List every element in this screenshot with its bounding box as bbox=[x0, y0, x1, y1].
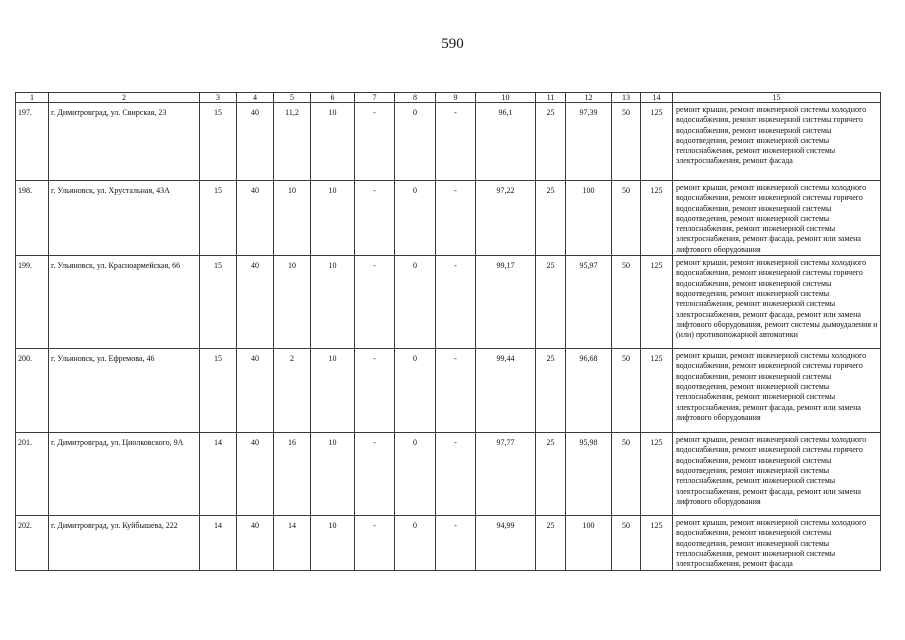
repair-works-cell: ремонт крыши, ремонт инженерной системы холодного водоснабжения, ремонт инженерной системы горячего водоснабжения, ремонт инженерной системы водоотведения, ремонт инженерной системы теплоснабжения, ремонт инженерной системы электроснабжения, ремонт фасада, ремонт или замена лифтового оборудования bbox=[673, 349, 881, 433]
table-row bbox=[16, 433, 881, 516]
column-header-5: 5 bbox=[274, 93, 311, 103]
repair-works-cell: ремонт крыши, ремонт инженерной системы холодного водоснабжения, ремонт инженерной системы горячего водоснабжения, ремонт инженерной системы водоотведения, ремонт инженерной системы теплоснабжения, ремонт инженерной системы электроснабжения, ремонт фасада, ремонт или замена лифтового оборудования, ремонт системы дымоудаления и (или) противопожарной автоматики bbox=[673, 256, 881, 349]
value-cell-col-8: 0 bbox=[395, 349, 436, 433]
repair-works-cell: ремонт крыши, ремонт инженерной системы холодного водоснабжения, ремонт инженерной системы горячего водоснабжения, ремонт инженерной системы водоотведения, ремонт инженерной системы теплоснабжения, ремонт инженерной системы электроснабжения, ремонт фасада, ремонт или замена лифтового оборудования bbox=[673, 181, 881, 256]
value-cell-col-7: - bbox=[355, 349, 395, 433]
value-cell-col-9: - bbox=[436, 181, 476, 256]
value-cell-col-3: 15 bbox=[200, 103, 237, 181]
value-cell-col-6: 10 bbox=[311, 433, 355, 516]
address-cell: г. Ульяновск, ул. Хрустальная, 43А bbox=[49, 181, 200, 256]
value-cell-col-10: 94,99 bbox=[476, 516, 536, 570]
value-cell-col-8: 0 bbox=[395, 181, 436, 256]
value-cell-col-7: - bbox=[355, 256, 395, 349]
value-cell-col-14: 125 bbox=[641, 516, 673, 570]
repair-works-cell: ремонт крыши, ремонт инженерной системы холодного водоснабжения, ремонт инженерной системы горячего водоснабжения, ремонт инженерной системы водоотведения, ремонт инженерной системы теплоснабжения, ремонт инженерной системы электроснабжения, ремонт фасада bbox=[673, 103, 881, 181]
value-cell-col-11: 25 bbox=[536, 256, 566, 349]
value-cell-col-5: 2 bbox=[274, 349, 311, 433]
value-cell-col-3: 14 bbox=[200, 433, 237, 516]
column-header-11: 11 bbox=[536, 93, 566, 103]
value-cell-col-14: 125 bbox=[641, 349, 673, 433]
value-cell-col-6: 10 bbox=[311, 256, 355, 349]
row-number: 199. bbox=[16, 256, 49, 349]
value-cell-col-14: 125 bbox=[641, 256, 673, 349]
column-header-15: 15 bbox=[673, 93, 881, 103]
value-cell-col-5: 16 bbox=[274, 433, 311, 516]
value-cell-col-4: 40 bbox=[237, 516, 274, 570]
column-header-2: 2 bbox=[49, 93, 200, 103]
value-cell-col-11: 25 bbox=[536, 103, 566, 181]
value-cell-col-7: - bbox=[355, 516, 395, 570]
address-cell: г. Ульяновск, ул. Ефремова, 46 bbox=[49, 349, 200, 433]
value-cell-col-8: 0 bbox=[395, 256, 436, 349]
column-header-9: 9 bbox=[436, 93, 476, 103]
column-header-1: 1 bbox=[16, 93, 49, 103]
value-cell-col-6: 10 bbox=[311, 516, 355, 570]
housing-repair-table bbox=[15, 92, 881, 571]
row-number: 200. bbox=[16, 349, 49, 433]
address-cell: г. Димитровград, ул. Свирская, 23 bbox=[49, 103, 200, 181]
value-cell-col-8: 0 bbox=[395, 103, 436, 181]
value-cell-col-5: 10 bbox=[274, 181, 311, 256]
value-cell-col-12: 100 bbox=[566, 516, 612, 570]
row-number: 197. bbox=[16, 103, 49, 181]
repair-works-cell: ремонт крыши, ремонт инженерной системы холодного водоснабжения, ремонт инженерной системы водоотведения, ремонт инженерной системы теплоснабжения, ремонт инженерной системы электроснабжения, ремонт фасада bbox=[673, 516, 881, 570]
column-header-14: 14 bbox=[641, 93, 673, 103]
value-cell-col-11: 25 bbox=[536, 349, 566, 433]
column-header-4: 4 bbox=[237, 93, 274, 103]
value-cell-col-3: 15 bbox=[200, 256, 237, 349]
value-cell-col-11: 25 bbox=[536, 516, 566, 570]
table-row bbox=[16, 181, 881, 256]
value-cell-col-10: 97,77 bbox=[476, 433, 536, 516]
value-cell-col-10: 97,22 bbox=[476, 181, 536, 256]
value-cell-col-8: 0 bbox=[395, 516, 436, 570]
value-cell-col-4: 40 bbox=[237, 433, 274, 516]
value-cell-col-3: 15 bbox=[200, 349, 237, 433]
address-cell: г. Димитровград, ул. Циолковского, 9А bbox=[49, 433, 200, 516]
column-header-3: 3 bbox=[200, 93, 237, 103]
value-cell-col-14: 125 bbox=[641, 103, 673, 181]
value-cell-col-9: - bbox=[436, 349, 476, 433]
value-cell-col-12: 96,68 bbox=[566, 349, 612, 433]
table-row bbox=[16, 516, 881, 570]
value-cell-col-5: 11,2 bbox=[274, 103, 311, 181]
value-cell-col-9: - bbox=[436, 103, 476, 181]
value-cell-col-13: 50 bbox=[612, 516, 641, 570]
table-row bbox=[16, 256, 881, 349]
value-cell-col-6: 10 bbox=[311, 103, 355, 181]
header-row bbox=[16, 93, 881, 103]
value-cell-col-4: 40 bbox=[237, 103, 274, 181]
value-cell-col-14: 125 bbox=[641, 181, 673, 256]
row-number: 201. bbox=[16, 433, 49, 516]
column-header-13: 13 bbox=[612, 93, 641, 103]
value-cell-col-14: 125 bbox=[641, 433, 673, 516]
column-header-6: 6 bbox=[311, 93, 355, 103]
value-cell-col-11: 25 bbox=[536, 433, 566, 516]
value-cell-col-5: 14 bbox=[274, 516, 311, 570]
value-cell-col-13: 50 bbox=[612, 256, 641, 349]
value-cell-col-7: - bbox=[355, 181, 395, 256]
value-cell-col-9: - bbox=[436, 433, 476, 516]
value-cell-col-7: - bbox=[355, 103, 395, 181]
value-cell-col-3: 15 bbox=[200, 181, 237, 256]
column-header-7: 7 bbox=[355, 93, 395, 103]
value-cell-col-12: 95,97 bbox=[566, 256, 612, 349]
value-cell-col-13: 50 bbox=[612, 349, 641, 433]
column-header-8: 8 bbox=[395, 93, 436, 103]
address-cell: г. Ульяновск, ул. Красноармейская, 66 bbox=[49, 256, 200, 349]
value-cell-col-4: 40 bbox=[237, 256, 274, 349]
value-cell-col-4: 40 bbox=[237, 349, 274, 433]
table-row bbox=[16, 349, 881, 433]
value-cell-col-9: - bbox=[436, 256, 476, 349]
value-cell-col-10: 96,1 bbox=[476, 103, 536, 181]
value-cell-col-12: 97,39 bbox=[566, 103, 612, 181]
value-cell-col-10: 99,17 bbox=[476, 256, 536, 349]
table-row bbox=[16, 103, 881, 181]
value-cell-col-13: 50 bbox=[612, 181, 641, 256]
value-cell-col-12: 100 bbox=[566, 181, 612, 256]
value-cell-col-9: - bbox=[436, 516, 476, 570]
value-cell-col-8: 0 bbox=[395, 433, 436, 516]
repair-works-cell: ремонт крыши, ремонт инженерной системы холодного водоснабжения, ремонт инженерной системы горячего водоснабжения, ремонт инженерной системы водоотведения, ремонт инженерной системы теплоснабжения, ремонт инженерной системы электроснабжения, ремонт фасада, ремонт или замена лифтового оборудования bbox=[673, 433, 881, 516]
value-cell-col-5: 10 bbox=[274, 256, 311, 349]
address-cell: г. Димитровград, ул. Куйбышева, 222 bbox=[49, 516, 200, 570]
value-cell-col-6: 10 bbox=[311, 349, 355, 433]
value-cell-col-6: 10 bbox=[311, 181, 355, 256]
value-cell-col-13: 50 bbox=[612, 433, 641, 516]
page-number: 590 bbox=[441, 36, 464, 52]
value-cell-col-13: 50 bbox=[612, 103, 641, 181]
value-cell-col-7: - bbox=[355, 433, 395, 516]
value-cell-col-4: 40 bbox=[237, 181, 274, 256]
value-cell-col-11: 25 bbox=[536, 181, 566, 256]
value-cell-col-12: 95,98 bbox=[566, 433, 612, 516]
row-number: 202. bbox=[16, 516, 49, 570]
column-header-12: 12 bbox=[566, 93, 612, 103]
value-cell-col-3: 14 bbox=[200, 516, 237, 570]
value-cell-col-10: 99,44 bbox=[476, 349, 536, 433]
column-header-10: 10 bbox=[476, 93, 536, 103]
row-number: 198. bbox=[16, 181, 49, 256]
